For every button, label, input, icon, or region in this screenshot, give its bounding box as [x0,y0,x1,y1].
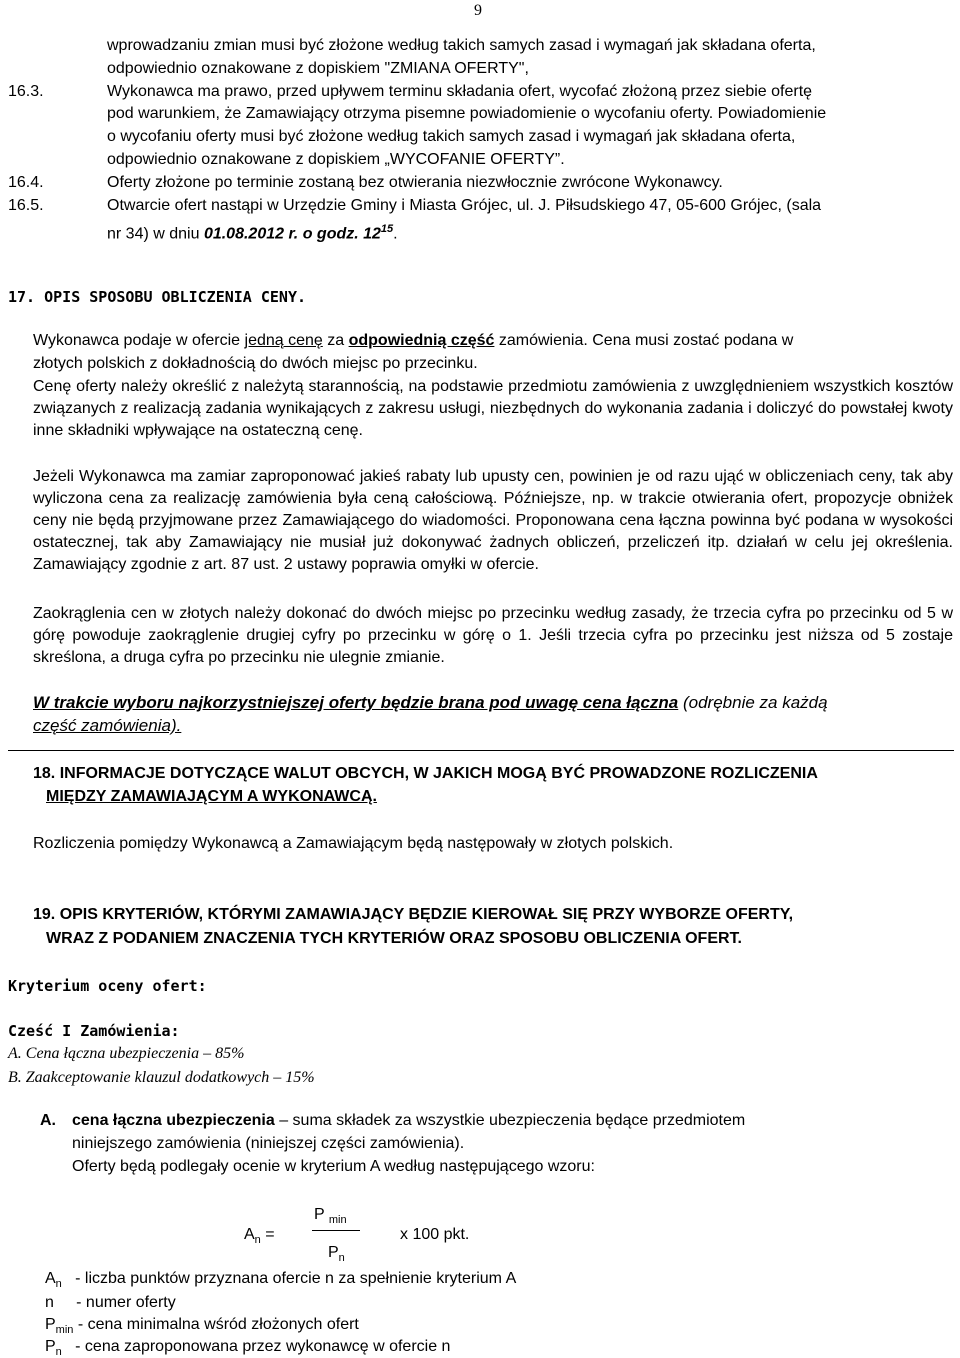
legend-row: $P_{min}$ - cena minimalna wśród złożonych ofert [45,1316,359,1337]
legend-row: $P_n$ - cena zaproponowana przez wykonawcę w ofercie n [45,1338,451,1358]
formula-denominator: $P_n$ [328,1244,345,1265]
formula-numerator: P $_{min}$ [314,1206,347,1227]
s16-line-2: odpowiednio oznakowane z dopiskiem "ZMIANA OFERTY", [107,60,529,77]
s19-a-bold: cena łączna ubezpieczenia [72,1112,275,1129]
s19-title-line-2: WRAZ Z PODANIEM ZNACZENIA TYCH KRYTERIÓW ORAZ SPOSOBU OBLICZENIA OFERT. [46,930,742,947]
s16-3-line-3: o wycofaniu oferty musi być złożone według takich samych zasad i wymagań jak składana oferta, [107,128,796,145]
s19-kryterium: Kryterium oceny ofert: [8,977,207,995]
s16-5-line-2 [107,219,398,244]
formula-lhs: $A_n$ = [244,1226,275,1247]
s16-3-number: 16.3. [8,83,44,100]
s19-a-line-2: niniejszego zamówienia (niniejszej części zamówienia). [72,1135,465,1152]
formula-lhs-sub: n [254,1234,261,1247]
fraction-line [312,1230,360,1231]
s16-line-1: wprowadzaniu zmian musi być złożone według takich samych zasad i wymagań jak składana oferta, [107,37,816,54]
s17-note-line-2: część zamówienia). [33,716,182,735]
s16-4-number: 16.4. [8,174,44,191]
s19-title-line-1: 19. OPIS KRYTERIÓW, KTÓRYMI ZAMAWIAJĄCY BĘDZIE KIEROWAŁ SIĘ PRZY WYBORZE OFERTY, [33,906,794,923]
s16-5-number: 16.5. [8,197,44,214]
s16-3-line-4: odpowiednio oznakowane z dopiskiem „WYCOFANIE OFERTY”. [107,151,565,168]
s17-p1-underlined: jedną cenę [244,332,323,349]
s18-title-line-2: MIĘDZY ZAMAWIAJĄCYM A WYKONAWCĄ. [46,788,377,805]
page-number: 9 [474,2,482,19]
s16-4-text: Oferty złożone po terminie zostaną bez otwierania niezwłocznie zwrócone Wykonawcy. [107,174,723,191]
s19-a-rest: – suma składek za wszystkie ubezpieczenia będące przedmiotem [274,1112,746,1129]
formula-den-sub: n [338,1252,345,1265]
s17-p1-post-text: zamówienia. Cena musi zostać podana w [494,332,794,349]
s16-5-end: . [393,225,398,243]
s17-para-1-line-2: złotych polskich z dokładnością do dwóch miejsc po przecinku. [33,355,478,372]
s17-p1-mid: za [322,332,349,349]
s16-5-pre: nr 34) w dniu [107,225,204,243]
s17-note [33,693,828,713]
s17-p1-bold: odpowiednią część [348,332,495,349]
s17-para-1 [33,330,953,352]
s16-3-line-2: pod warunkiem, że Zamawiający otrzyma pisemne powiadomienie o wycofaniu oferty. Powiadomienie [107,105,827,122]
legend-row: $A_n$ - liczba punktów przyznana ofercie n za spełnienie kryterium A [45,1270,517,1291]
s17-para-4: Zaokrąglenia cen w złotych należy dokonać do dwóch miejsc po przecinku według zasady, że trzecia cyfra po przecinku od 5 w górę powoduje zaokrąglenie drugiej cyfry po przecinku w górę o 1. Jeśli trzecia cyfra po przecinku jest niższa od 5 zostaje skreślona, a druga cyfra po przecinku nie ulegnie zmianie. [33,605,953,666]
s17-title: 17. OPIS SPOSOBU OBLICZENIA CENY. [8,288,307,306]
s17-note-rest: (odrębnie za każdą [678,693,828,712]
s19-czesc: Cześć I Zamówienia: [8,1022,180,1040]
s17-para-2: Cenę oferty należy określić z należytą starannością, na podstawie przedmiotu zamówienia z uwzględnieniem wszystkich kosztów związanych z realizacją zadania wynikających z zakresu usługi, niezbędnych do wykonania zadania i doliczyć do powstałej kwoty inne składniki wpływające na ostateczną cenę. [33,378,953,439]
s18-para: Rozliczenia pomiędzy Wykonawcą a Zamawiającym będą następowały w złotych polskich. [33,835,674,852]
s17-note-bold: W trakcie wyboru najkorzystniejszej oferty będzie brana pod uwagę cena łączna [33,693,679,712]
s16-5-sup: 15 [380,223,394,235]
s18-title-line-1: 18. INFORMACJE DOTYCZĄCE WALUT OBCYCH, W JAKICH MOGĄ BYĆ PROWADZONE ROZLICZENIA [33,765,818,782]
formula-num-sub: min [328,1214,347,1227]
divider [8,750,954,751]
s19-a-label: A. [40,1112,56,1129]
s19-criterion-a: A. Cena łączna ubezpieczenia – 85% [8,1045,245,1062]
s16-5-date: 01.08.2012 r. o godz. 12 [203,225,381,243]
s16-5-line-1: Otwarcie ofert nastąpi w Urzędzie Gminy i Miasta Grójec, ul. J. Piłsudskiego 47, 05-600 Grójec, (sala [107,197,822,214]
s16-3-line-1: Wykonawca ma prawo, przed upływem terminu składania ofert, wycofać złożoną przez siebie ofertę [107,83,813,100]
formula-times: x 100 pkt. [400,1226,470,1243]
s19-criterion-b: B. Zaakceptowanie klauzul dodatkowych – 15% [8,1069,315,1086]
legend-row: n - numer oferty [45,1294,176,1311]
s19-a-line-1 [72,1111,954,1131]
formula-eq: = [265,1226,275,1243]
s17-p1-pre: Wykonawca podaje w ofercie [33,332,245,349]
s19-a-line-3: Oferty będą podlegały ocenie w kryterium A według następującego wzoru: [72,1158,595,1175]
s17-para-3: Jeżeli Wykonawca ma zamiar zaproponować jakieś rabaty lub upusty cen, powinien je od razu ująć w obliczeniach ceny, tak aby wyliczona cena za realizację zamówienia była ceną całościową. Późniejsze, np. w trakcie otwierania ofert, propozycje obniżek ceny nie będą przyjmowane przez Zamawiającego do wiadomości. Proponowana cena łączna powinna być podana w wysokości ostatecznej, tak aby Zamawiający nie musiał już dokonywać żadnych obliczeń, przeliczeń itp. działań w celu jej określenia. Zamawiający zgodnie z art. 87 ust. 2 ustawy poprawia omyłki w ofercie. [33,468,953,573]
